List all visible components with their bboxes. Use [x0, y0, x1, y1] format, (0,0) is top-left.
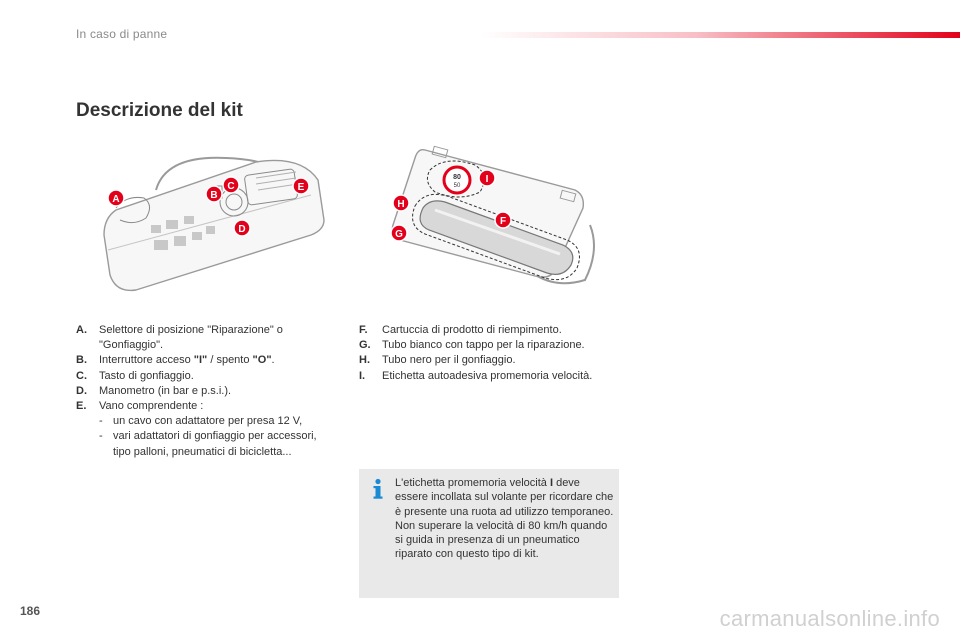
switch-off-label: "O" [252, 354, 272, 367]
sub-text: un cavo con adattatore per presa 12 V, [113, 415, 303, 428]
list-letter: H. [359, 354, 370, 367]
callout-f-letter: F [499, 216, 507, 227]
list-item-h [359, 353, 629, 368]
callout-c [223, 177, 239, 193]
info-sticker-letter: I [549, 477, 554, 489]
info-note-box [359, 469, 619, 598]
info-icon [371, 478, 385, 500]
sub-dash: - [99, 430, 103, 443]
list-text-mid: / spento [207, 354, 253, 367]
callout-i [479, 170, 495, 186]
page-title: Descrizione del kit [76, 100, 243, 121]
callout-e [293, 178, 309, 194]
list-item-i [359, 369, 629, 384]
list-letter: C. [76, 369, 87, 382]
callout-f [495, 212, 511, 228]
list-text: Vano comprendente : [99, 400, 204, 413]
info-note-text [395, 476, 615, 562]
list-text: Tubo bianco con tappo per la riparazione. [382, 339, 585, 352]
list-item-e [76, 399, 336, 460]
callout-h-letter: H [397, 199, 405, 210]
callout-a [108, 190, 124, 206]
list-letter: F. [359, 324, 368, 336]
list-letter: A. [76, 324, 87, 336]
header-accent-bar [480, 32, 960, 38]
callout-d-letter: D [238, 224, 246, 235]
sub-text: vari adattatori di gonfiaggio per accessori, tipo palloni, pneumatici di bicicletta... [113, 430, 317, 458]
info-text-part2: deve essere incollata sul volante per ricordare che è presente una ruota ad utilizzo temporaneo. [395, 477, 614, 518]
list-text: Interruttore acceso [99, 354, 194, 367]
list-letter: G. [359, 339, 371, 352]
callout-d [234, 220, 250, 236]
sub-item-cable [99, 414, 336, 429]
list-item-a [76, 323, 336, 353]
info-text-part1: L'etichetta promemoria velocità [395, 477, 550, 489]
watermark: carmanualsonline.info [719, 606, 940, 631]
kit-underside-illustration [385, 130, 600, 300]
list-text: Selettore di posizione "Riparazione" o "Gonfiaggio". [99, 324, 283, 352]
page-number: 186 [20, 604, 41, 618]
list-letter: D. [76, 384, 87, 397]
list-item-f [359, 323, 629, 338]
speed-sticker-bottom: 50 [453, 183, 461, 189]
list-item-d [76, 384, 336, 399]
list-item-c [76, 369, 336, 384]
callout-h [393, 195, 409, 211]
list-text: Cartuccia di prodotto di riempimento. [382, 324, 562, 336]
speed-sticker [444, 167, 470, 193]
callout-c-letter: C [227, 181, 235, 192]
list-text: Manometro (in bar e p.s.i.). [99, 384, 232, 397]
info-speed-warning: Non superare la velocità di 80 km/h quando si guida in presenza di un pneumatico riparato con questo tipo di kit. [395, 519, 608, 561]
list-item-b [76, 353, 336, 368]
components-list-right [359, 323, 629, 384]
callout-b-letter: B [210, 190, 218, 201]
callout-b [206, 186, 222, 202]
list-letter: B. [76, 354, 87, 367]
list-item-g [359, 338, 629, 353]
callout-e-letter: E [297, 182, 305, 193]
list-text-end: . [271, 354, 275, 367]
list-letter: I. [359, 369, 366, 382]
sub-dash: - [99, 415, 103, 428]
list-text: Tubo nero per il gonfiaggio. [382, 354, 516, 367]
callout-g [391, 225, 407, 241]
list-letter: E. [76, 400, 87, 413]
list-text: Etichetta autoadesiva promemoria velocità. [382, 369, 593, 382]
callout-g-letter: G [395, 229, 403, 240]
switch-on-label: "I" [193, 354, 208, 367]
speed-sticker-top: 80 [453, 174, 461, 181]
list-text: Tasto di gonfiaggio. [99, 369, 194, 382]
sub-item-adapters [99, 429, 336, 459]
callout-a-letter: A [112, 194, 120, 205]
page-header-section: In caso di panne [76, 27, 168, 41]
components-list-left [76, 323, 336, 460]
compressor-illustration [96, 150, 336, 300]
callout-i-letter: I [485, 174, 489, 185]
kit-box-outline [104, 160, 324, 290]
